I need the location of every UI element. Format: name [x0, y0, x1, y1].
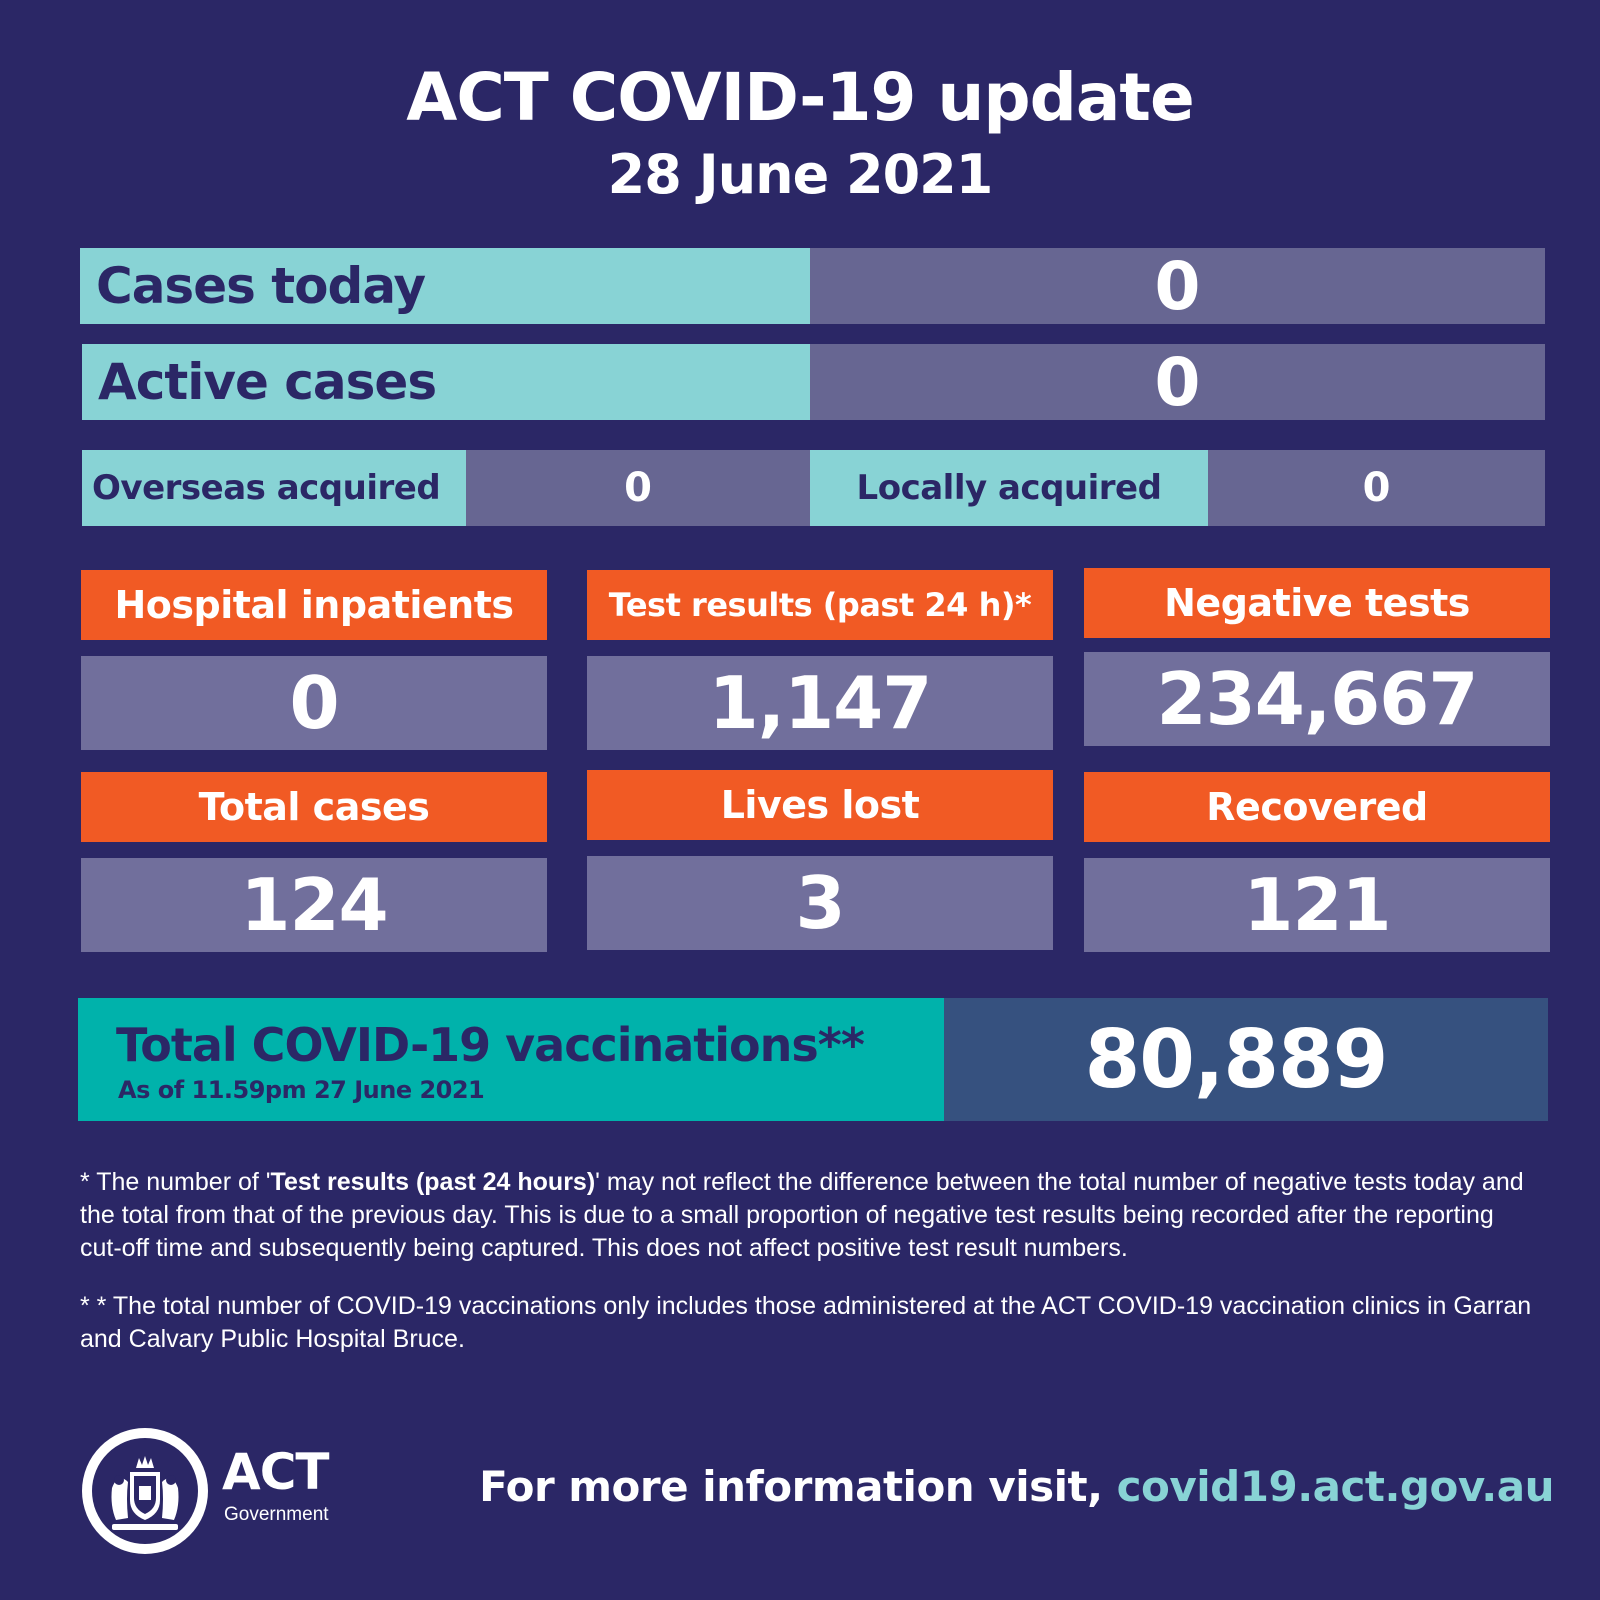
hospital-inpatients-label: Hospital inpatients [81, 570, 547, 640]
logo-act-text: ACT [222, 1443, 329, 1501]
total-cases-label: Total cases [81, 772, 547, 842]
overseas-acquired-label: Overseas acquired [82, 450, 466, 526]
negative-tests-value: 234,667 [1084, 652, 1550, 746]
vaccinations-label: Total COVID-19 vaccinations** [116, 1018, 864, 1072]
total-cases-value: 124 [81, 858, 547, 952]
recovered-label: Recovered [1084, 772, 1550, 842]
page-date: 28 June 2021 [607, 143, 993, 206]
active-cases-value: 0 [810, 344, 1545, 420]
cases-today-label: Cases today [80, 248, 810, 324]
negative-tests-label: Negative tests [1084, 568, 1550, 638]
more-info-label: For more information visit, [479, 1462, 1117, 1511]
logo-government-text: Government [224, 1504, 329, 1525]
vaccinations-value: 80,889 [944, 998, 1548, 1121]
footnote-test-results [80, 1166, 1540, 1265]
test-results-label: Test results (past 24 h)* [587, 570, 1053, 640]
overseas-acquired-value: 0 [466, 450, 810, 526]
lives-lost-value: 3 [587, 856, 1053, 950]
more-info-text [479, 1462, 1554, 1511]
footnote-vaccinations: * * The total number of COVID-19 vaccinations only includes those administered at the ACT COVID-19 vaccination clinics in Garran and Calvary Public Hospital Bruce. [80, 1292, 1532, 1353]
hospital-inpatients-value: 0 [81, 656, 547, 750]
recovered-value: 121 [1084, 858, 1550, 952]
act-coat-of-arms-icon [82, 1428, 208, 1554]
page-title: ACT COVID-19 update [406, 59, 1194, 136]
lives-lost-label: Lives lost [587, 770, 1053, 840]
active-cases-label: Active cases [82, 344, 810, 420]
act-government-logo [82, 1428, 342, 1558]
cases-today-value: 0 [810, 248, 1545, 324]
vaccinations-panel [78, 998, 944, 1121]
locally-acquired-value: 0 [1208, 450, 1545, 526]
more-info-link[interactable]: covid19.act.gov.au [1116, 1462, 1554, 1511]
vaccinations-as-of: As of 11.59pm 27 June 2021 [118, 1076, 485, 1104]
footnote-1-bold: Test results (past 24 hours) [270, 1168, 596, 1196]
locally-acquired-label: Locally acquired [810, 450, 1208, 526]
test-results-value: 1,147 [587, 656, 1053, 750]
footnote-1-rest: ' may not reflect the difference between the total number of negative tests today and the total from that of the previous day. This is due to a small proportion of negative test results being recorded after the reporting cut-off time and subsequently being captured. This does not affect positive test result numbers. [80, 1168, 1524, 1262]
footnote-1-prefix: * The number of ' [80, 1168, 271, 1196]
